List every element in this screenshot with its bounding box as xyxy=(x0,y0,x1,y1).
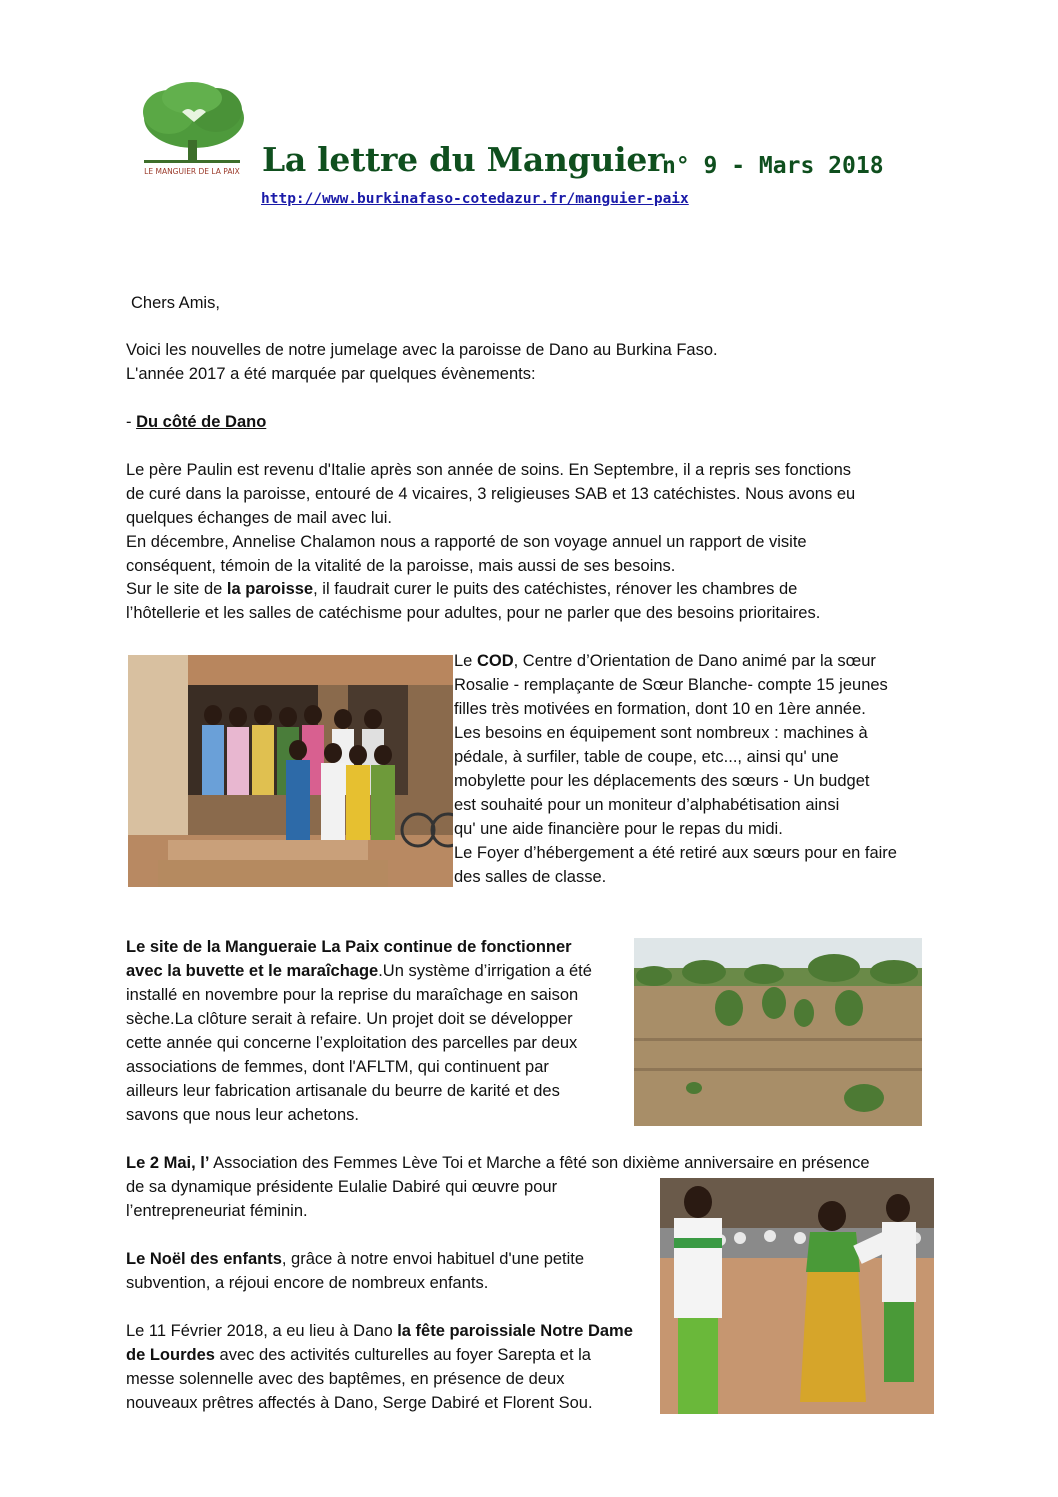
mangueraie-line-6: associations de femmes, dont l'AFLTM, qui continuent par xyxy=(126,1058,549,1076)
dano-line-5: conséquent, témoin de la vitalité de la paroisse, mais aussi de ses besoins. xyxy=(126,557,676,575)
noel-line-1: Le Noël des enfants, grâce à notre envoi habituel d'une petite xyxy=(126,1250,585,1268)
fete-line-3: messe solennelle avec des baptêmes, en présence de deux xyxy=(126,1370,565,1388)
photo-field xyxy=(634,938,922,1126)
mangueraie-line-8: savons que nous leur achetons. xyxy=(126,1106,359,1124)
dano-line-3: quelques échanges de mail avec lui. xyxy=(126,509,393,527)
intro-line-1: Voici les nouvelles de notre jumelage avec la paroisse de Dano au Burkina Faso. xyxy=(126,341,718,359)
mangueraie-line-1: Le site de la Mangueraie La Paix continue de fonctionner xyxy=(126,938,572,956)
greeting: Chers Amis, xyxy=(131,294,220,312)
logo-text: LE MANGUIER DE LA PAIX xyxy=(144,167,240,176)
mai-line-3: l’entrepreneuriat féminin. xyxy=(126,1202,308,1220)
mangueraie-line-3: installé en novembre pour la reprise du maraîchage en saison xyxy=(126,986,579,1004)
mangueraie-line-4: sèche.La clôture serait à refaire. Un projet doit se développer xyxy=(126,1010,573,1028)
mangueraie-line-2: avec la buvette et le maraîchage.Un système d’irrigation a été xyxy=(126,962,592,980)
cod-line-9: Le Foyer d’hébergement a été retiré aux sœurs pour en faire xyxy=(454,844,897,862)
cod-line-7: est souhaité pour un moniteur d’alphabétisation ainsi xyxy=(454,796,840,814)
cod-line-6: mobylette pour les déplacements des sœurs - Un budget xyxy=(454,772,870,790)
cod-line-3: filles très motivées en formation, dont 10 en 1ère année. xyxy=(454,700,866,718)
cod-line-8: qu' une aide financière pour le repas du midi. xyxy=(454,820,783,838)
newsletter-title: La lettre du Manguier xyxy=(262,140,665,179)
photo-cod-girls xyxy=(128,655,453,887)
dano-line-1: Le père Paulin est revenu d'Italie après son année de soins. En Septembre, il a repris ses fonctions xyxy=(126,461,851,479)
dano-line-6: Sur le site de la paroisse, il faudrait curer le puits des catéchistes, rénover les chambres de xyxy=(126,580,798,598)
dano-line-7: l’hôtellerie et les salles de catéchisme pour adultes, pour ne parler que des besoins prioritaires. xyxy=(126,604,821,622)
cod-line-4: Les besoins en équipement sont nombreux : machines à xyxy=(454,724,868,742)
dano-line-2: de curé dans la paroisse, entouré de 4 vicaires, 3 religieuses SAB et 13 catéchistes. Nous avons eu xyxy=(126,485,856,503)
dano-line-4: En décembre, Annelise Chalamon nous a rapporté de son voyage annuel un rapport de visite xyxy=(126,533,807,551)
fete-line-2: de Lourdes avec des activités culturelles au foyer Sarepta et la xyxy=(126,1346,591,1364)
cod-line-10: des salles de classe. xyxy=(454,868,607,886)
issue-number: n° 9 - Mars 2018 xyxy=(662,153,884,179)
cod-line-5: pédale, à surfiler, table de coupe, etc..., ainsi qu' une xyxy=(454,748,839,766)
fete-line-4: nouveaux prêtres affectés à Dano, Serge Dabiré et Florent Sou. xyxy=(126,1394,593,1412)
fete-line-1: Le 11 Février 2018, a eu lieu à Dano la fête paroissiale Notre Dame xyxy=(126,1322,633,1340)
cod-line-1: Le COD, Centre d’Orientation de Dano animé par la sœur xyxy=(454,652,876,670)
photo-women-ceremony xyxy=(660,1178,934,1414)
logo xyxy=(134,82,250,180)
cod-line-2: Rosalie - remplaçante de Sœur Blanche- compte 15 jeunes xyxy=(454,676,888,694)
noel-line-2: subvention, a réjoui encore de nombreux enfants. xyxy=(126,1274,489,1292)
mangueraie-line-7: ailleurs leur fabrication artisanale du beurre de karité et des xyxy=(126,1082,560,1100)
mangueraie-line-5: cette année qui concerne l’exploitation des parcelles par deux xyxy=(126,1034,578,1052)
section-heading-dano: - Du côté de Dano xyxy=(126,413,267,431)
section-heading-text: Du côté de Dano xyxy=(136,413,267,431)
website-link[interactable]: http://www.burkinafaso-cotedazur.fr/manguier-paix xyxy=(261,191,689,207)
mai-line-1: Le 2 Mai, l’ Association des Femmes Lève Toi et Marche a fêté son dixième anniversaire en présence xyxy=(126,1154,870,1172)
intro-line-2: L'année 2017 a été marquée par quelques évènements: xyxy=(126,365,536,383)
mai-line-2: de sa dynamique présidente Eulalie Dabiré qui œuvre pour xyxy=(126,1178,558,1196)
